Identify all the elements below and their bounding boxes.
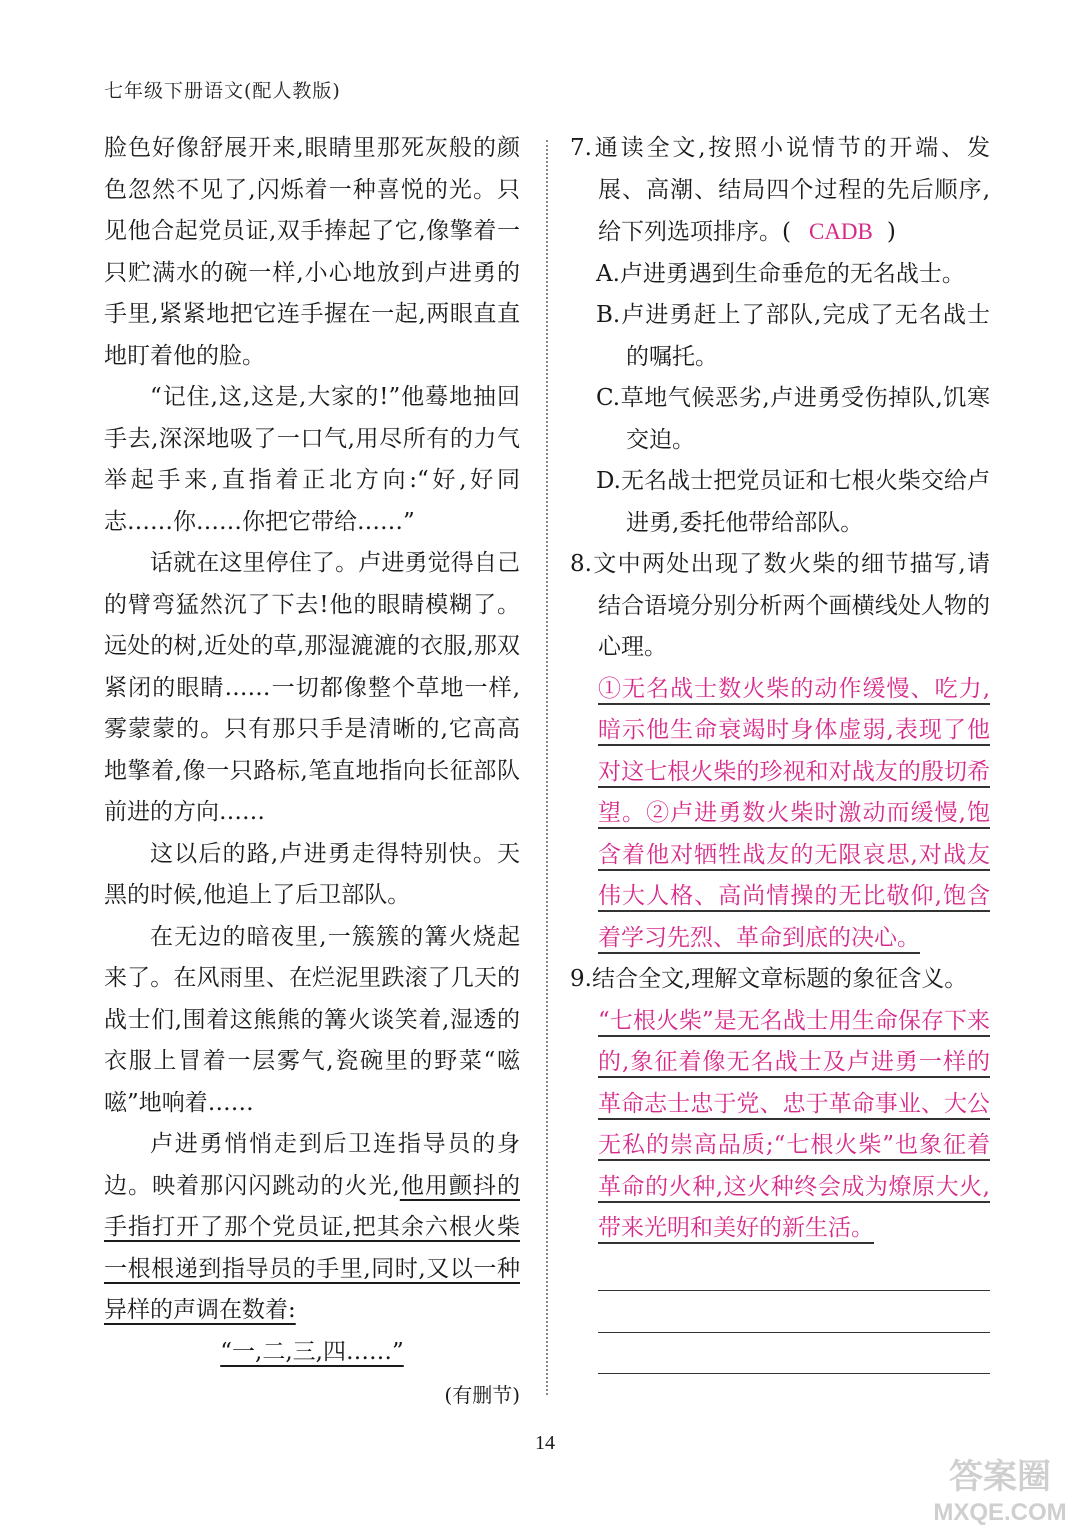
option-a: A.卢进勇遇到生命垂危的无名战士。	[596, 260, 965, 287]
column-divider	[546, 140, 548, 1395]
blank-line	[598, 1333, 990, 1375]
question-9-prompt: 9.结合全文,理解文章标题的象征含义。	[570, 966, 968, 992]
passage-text: 卢进勇悄悄走到后卫连指导员的身边。映着那闪闪跳动的火光,	[104, 1131, 520, 1199]
passage-paragraph-1: 脸色好像舒展开来,眼睛里那死灰般的颜色忽然不见了,闪烁着一种喜悦的光。只见他合起党员证,双手捧起了它,像擎着一只贮满水的碗一样,小心地放到卢进勇的手里,紧紧地把它连手握在一起,两眼直直地盯着他的脸。	[104, 135, 520, 369]
abridged-note: (有删节)	[444, 1383, 520, 1407]
page-number: 14	[535, 1432, 555, 1454]
answer-text: ①无名战士数火柴的动作缓慢、吃力,暗示他生命衰竭时身体虚弱,表现了他对这七根火柴的珍视和对战友的殷切希望。②卢进勇数火柴时激动而缓慢,饱含着他对牺牲战友的无限哀思,对战友伟大人格、高尚情操的无比敬仰,饱含着学习先烈、革命到底的决心。	[598, 675, 990, 951]
watermark-logo	[920, 1448, 1080, 1528]
watermark-bottom: MXQE.COM	[933, 1499, 1067, 1526]
passage-paragraph-2: “记住,这,这是,大家的!”他蓦地抽回手去,深深地吸了一口气,用尽所有的力气举起手来,直指着正北方向:“好,好同志……你……你把它带给……”	[104, 384, 520, 535]
question-8-prompt: 8.文中两处出现了数火柴的细节描写,请结合语境分别分析两个画横线处人物的心理。	[570, 551, 990, 660]
option-d: D.无名战士把党员证和七根火柴交给卢进勇,委托他带给部队。	[596, 468, 990, 536]
answer-blank-lines	[598, 1250, 990, 1375]
counting-line	[104, 1332, 520, 1374]
underlined-count: “一,二,三,四……”	[220, 1338, 404, 1365]
question-7	[570, 128, 990, 254]
underlined-passage: 他用颤抖的手指打开了那个党员证,把其余六根火柴一根根递到指导员的手里,同时,又以一种异样的声调在数着:	[104, 1172, 520, 1323]
question-7-answer: CADB	[808, 219, 873, 244]
watermark-top: 答案圈	[949, 1458, 1051, 1496]
passage-paragraph-4: 这以后的路,卢进勇走得特别快。天黑的时候,他追上了后卫部队。	[104, 840, 520, 908]
page-header: 七年级下册语文(配人教版)	[104, 80, 341, 102]
question-7-prompt: 7.通读全文,按照小说情节的开端、发展、高潮、结局四个过程的先后顺序,给下列选项排序。(	[570, 135, 990, 245]
passage-paragraph-5: 在无边的暗夜里,一簇簇的篝火烧起来了。在风雨里、在烂泥里跌滚了几天的战士们,围着这熊熊的篝火谈笑着,湿透的衣服上冒着一层雾气,瓷碗里的野菜“嗞嗞”地响着……	[104, 923, 520, 1116]
passage-paragraph-6	[104, 1124, 520, 1332]
question-7-close: )	[886, 219, 896, 245]
question-8-answer	[570, 669, 990, 960]
questions-column	[570, 128, 990, 1374]
reading-passage	[104, 128, 520, 1417]
option-c: C.草地气候恶劣,卢进勇受伤掉队,饥寒交迫。	[596, 385, 990, 453]
passage-paragraph-3: 话就在这里停住了。卢进勇觉得自己的臂弯猛然沉了下去!他的眼睛模糊了。远处的树,近处的草,那湿漉漉的衣服,那双紧闭的眼睛……一切都像整个草地一样,雾蒙蒙的。只有那只手是清晰的,它高高地擎着,像一只路标,笔直地指向长征部队前进的方向……	[104, 550, 520, 825]
answer-text: “七根火柴”是无名战士用生命保存下来的,象征着像无名战士及卢进勇一样的革命志士忠于党、忠于革命事业、大公无私的崇高品质;“七根火柴”也象征着革命的火种,这火种终会成为燎原大火,带来光明和美好的新生活。	[598, 1007, 990, 1241]
question-9-answer	[570, 1001, 990, 1250]
blank-line	[598, 1250, 990, 1292]
blank-line	[598, 1291, 990, 1333]
option-b: B.卢进勇赶上了部队,完成了无名战士的嘱托。	[596, 302, 990, 370]
